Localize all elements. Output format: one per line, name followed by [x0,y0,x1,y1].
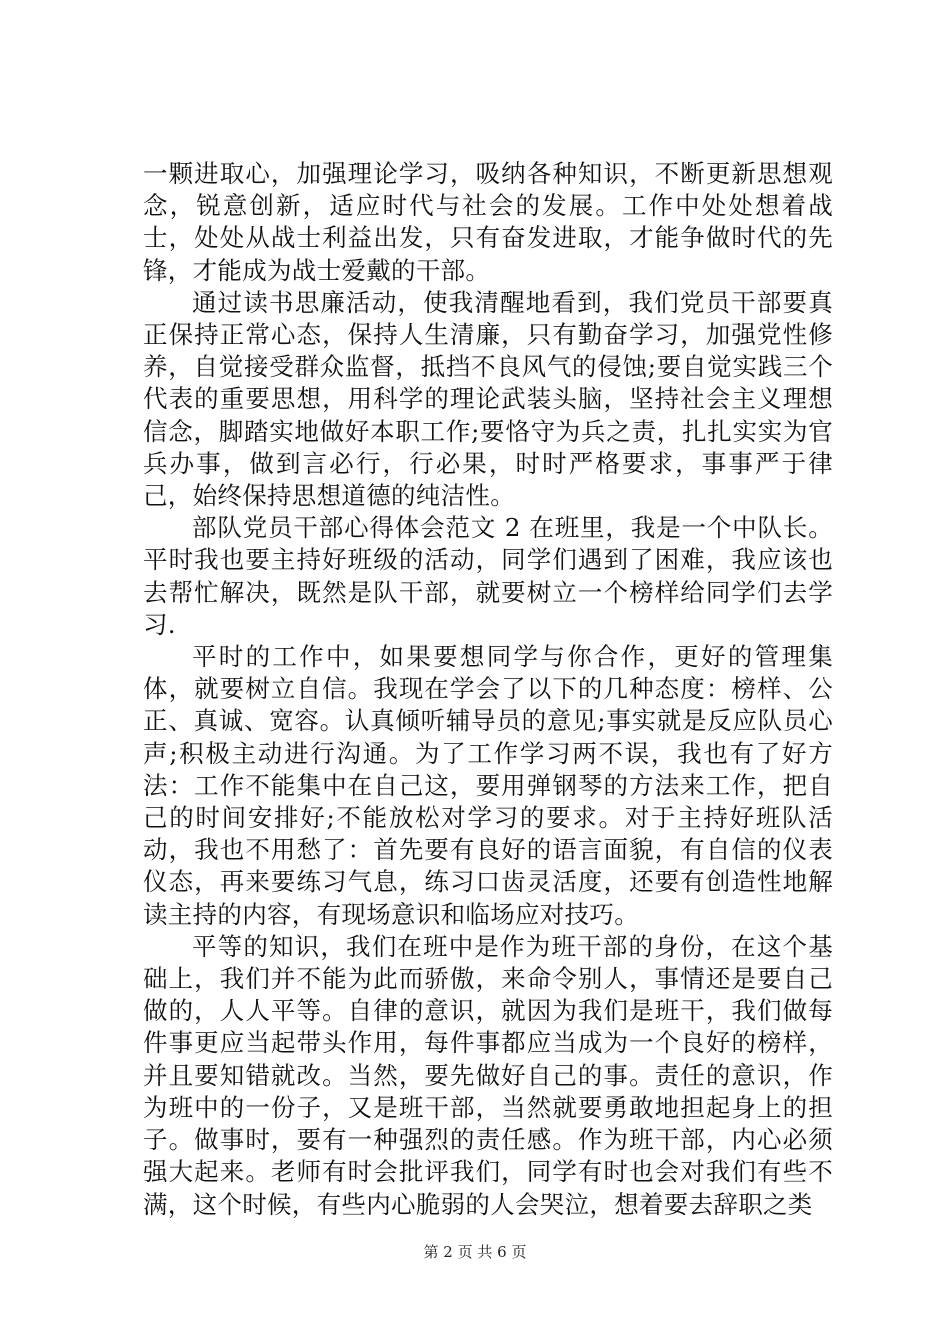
paragraph-1: 一颗进取心，加强理论学习，吸纳各种知识，不断更新思想观念，锐意创新，适应时代与社会的发展。工作中处处想着战士，处处从战士利益出发，只有奋发进取，才能争做时代的先锋，才能成为战士爱戴的干部。 [143,159,833,285]
document-body [143,158,833,1221]
paragraph-3: 部队党员干部心得体会范文 2 在班里，我是一个中队长。平时我也要主持好班级的活动，同学们遇到了困难，我应该也去帮忙解决，既然是队干部，就要树立一个榜样给同学们去学习. [143,513,833,639]
page-number-footer: 第 2 页 共 6 页 [423,1243,527,1261]
paragraph-2: 通过读书思廉活动，使我清醒地看到，我们党员干部要真正保持正常心态，保持人生清廉，只有勤奋学习，加强党性修养，自觉接受群众监督，抵挡不良风气的侵蚀;要自觉实践三个代表的重要思想，用科学的理论武装头脑，坚持社会主义理想信念，脚踏实地做好本职工作;要恪守为兵之责，扎扎实实为官兵办事，做到言必行，行必果，时时严格要求，事事严于律己，始终保持思想道德的纯洁性。 [143,287,833,511]
paragraph-4: 平时的工作中，如果要想同学与你合作，更好的管理集体，就要树立自信。我现在学会了以下的几种态度：榜样、公正、真诚、宽容。认真倾听辅导员的意见;事实就是反应队员心声;积极主动进行沟通。为了工作学习两不误，我也有了好方法：工作不能集中在自己这，要用弹钢琴的方法来工作，把自己的时间安排好;不能放松对学习的要求。对于主持好班队活动，我也不用愁了：首先要有良好的语言面貌，有自信的仪表仪态，再来要练习气息，练习口齿灵活度，还要有创造性地解读主持的内容，有现场意识和临场应对技巧。 [143,642,833,929]
paragraph-5: 平等的知识，我们在班中是作为班干部的身份，在这个基础上，我们并不能为此而骄傲，来命令别人，事情还是要自己做的，人人平等。自律的意识，就因为我们是班干，我们做每件事更应当起带头作用，每件事都应当成为一个良好的榜样，并且要知错就改。当然，要先做好自己的事。责任的意识，作为班中的一份子，又是班干部，当然就要勇敢地担起身上的担子。做事时，要有一种强烈的责任感。作为班干部，内心必须强大起来。老师有时会批评我们，同学有时也会对我们有些不满，这个时候，有些内心脆弱的人会哭泣，想着要去辞职之类 [143,931,833,1219]
